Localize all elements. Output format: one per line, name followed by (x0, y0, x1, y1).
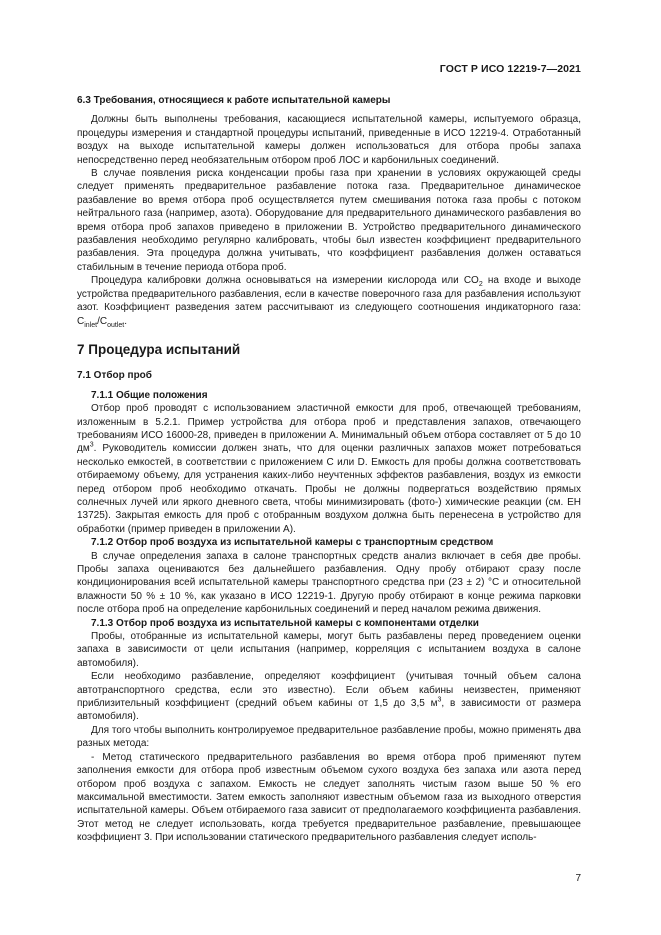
paragraph: Пробы, отобранные из испытательной камеры, могут быть разбавлены перед проведением оценки запаха в зависимости от цели испытания (например, корреляция с испытанием воздуха в салоне автомобиля). (77, 631, 581, 669)
paragraph: Для того чтобы выполнить контролируемое предварительное разбавление пробы, можно применять два разных метода: (77, 724, 581, 750)
page-number: 7 (575, 873, 581, 884)
section-7-1-2-heading: 7.1.2 Отбор проб воздуха из испытательной камеры с транспортным средством (91, 537, 494, 549)
paragraph: Отбор проб проводят с использованием эластичной емкости для проб, отвечающей требованиям, изложенным в 5.2.1. Пример устройства для отбора проб и представления запахов, отвечающего требованиям ИСО 16000-28, приведен в приложении А. Минимальный объем отбора составляет от 5 до 10 $дм^3$. Руководитель комиссии должен знать, что для оценки различных запахов может потребоваться несколько емкостей, в соответствии с приложением С или D. Емкость для пробы должна соответствовать отбираемому объему, для устранения каких-либо неучтенных эффектов разбавления, воздух из емкости перед отбором проб необходимо откачать. Пробы не должны подвергаться воздействию прямых солнечных лучей или яркого дневного света, чтобы минимизировать (фото-) химические реакции (см. EH 13725). Закрытая емкость для проб с отобранным воздухом должна быть перенесена в устройство для обработки (пример приведен в приложении А). (77, 403, 581, 535)
paragraph: В случае появления риска конденсации пробы газа при хранении в условиях окружающей среды следует применять предварительное разбавление потока газа. Предварительное динамическое разбавление во время отбора проб осуществляется путем смешивания потока газа пробы с потоком нейтрального газа (например, азота). Оборудование для предварительного динамического разбавления во время отбора проб запахов приведено в приложении В. Устройство предварительного динамического разбавления необходимо регулярно калибровать, чтобы был известен коэффициент предварительного разбавления. Эта процедура должна учитывать, что коэффициент разбавления должен оставаться стабильным в течение периода отбора проб. (77, 168, 581, 273)
section-7-1-1-heading: 7.1.1 Общие положения (91, 389, 208, 401)
section-7-1-heading: 7.1 Отбор проб (77, 370, 152, 382)
paragraph: Должны быть выполнены требования, касающиеся испытательной камеры, испытуемого образца, процедуры измерения и стандартной процедуры испытаний, приведенные в ИСО 12219-4. Отработанный воздух на выходе испытательной камеры должен использоваться для отбора пробы запаха непосредственно перед необязательным отбором проб ЛОС и карбонильных соединений. (77, 114, 581, 166)
section-7-1-3-heading: 7.1.3 Отбор проб воздуха из испытательной камеры с компонентами отделки (91, 617, 479, 629)
standard-header: ГОСТ Р ИСО 12219-7—2021 (439, 63, 581, 75)
page-content (77, 94, 581, 845)
section-7-heading: 7 Процедура испытаний (77, 341, 241, 357)
paragraph: Если необходимо разбавление, определяют коэффициент (учитывая точный объем салона автотранспортного средства, если это известно). Если объем кабины неизвестен, применяют приблизительный коэффициент (средний объем кабины от 1,5 до 3,5 $м^3$, в зависимости от размера автомобиля). (77, 671, 581, 723)
paragraph: Процедура калибровки должна основываться на измерении кислорода или $CO_2$ на входе и выходе устройства предварительного разбавления, если в качестве поверочного газа для разбавления используют азот. Коэффициент разведения затем рассчитывают из следующего соотношения индикаторного газа: $C_{inlet}/C_{outlet}$. (77, 275, 581, 329)
paragraph: В случае определения запаха в салоне транспортных средств анализ включает в себя две пробы. Пробы запаха оцениваются без дальнейшего разбавления. Одну пробу отбирают сразу после кондиционирования всей испытательной камеры транспортного средства при (23 ± 2) °С и относительной влажности 50 % ± 10 %, как указано в ИСО 12219-1. Другую пробу отбирают в конце режима парковки после отбора проб на определение карбонильных соединений и перед началом режима движения. (77, 550, 581, 616)
section-6-3-heading: 6.3 Требования, относящиеся к работе испытательной камеры (77, 95, 391, 106)
paragraph: - Метод статического предварительного разбавления во время отбора проб применяют путем заполнения емкости для отбора проб известным объемом сухого воздуха без запаха или азота перед отбором проб воздуха с запахом. Емкость не следует заполнять чистым газом выше 50 % его максимальной вместимости. Затем емкость заполняют известным объемом газа из выходного отверстия испытательной камеры. Объем отбираемого газа зависит от предполагаемого коэффициента разбавления. Этот метод не следует использовать, когда требуется предварительное разбавление, превышающее коэффициент 3. При использовании статического предварительного разбавления следует исполь- (77, 751, 581, 844)
